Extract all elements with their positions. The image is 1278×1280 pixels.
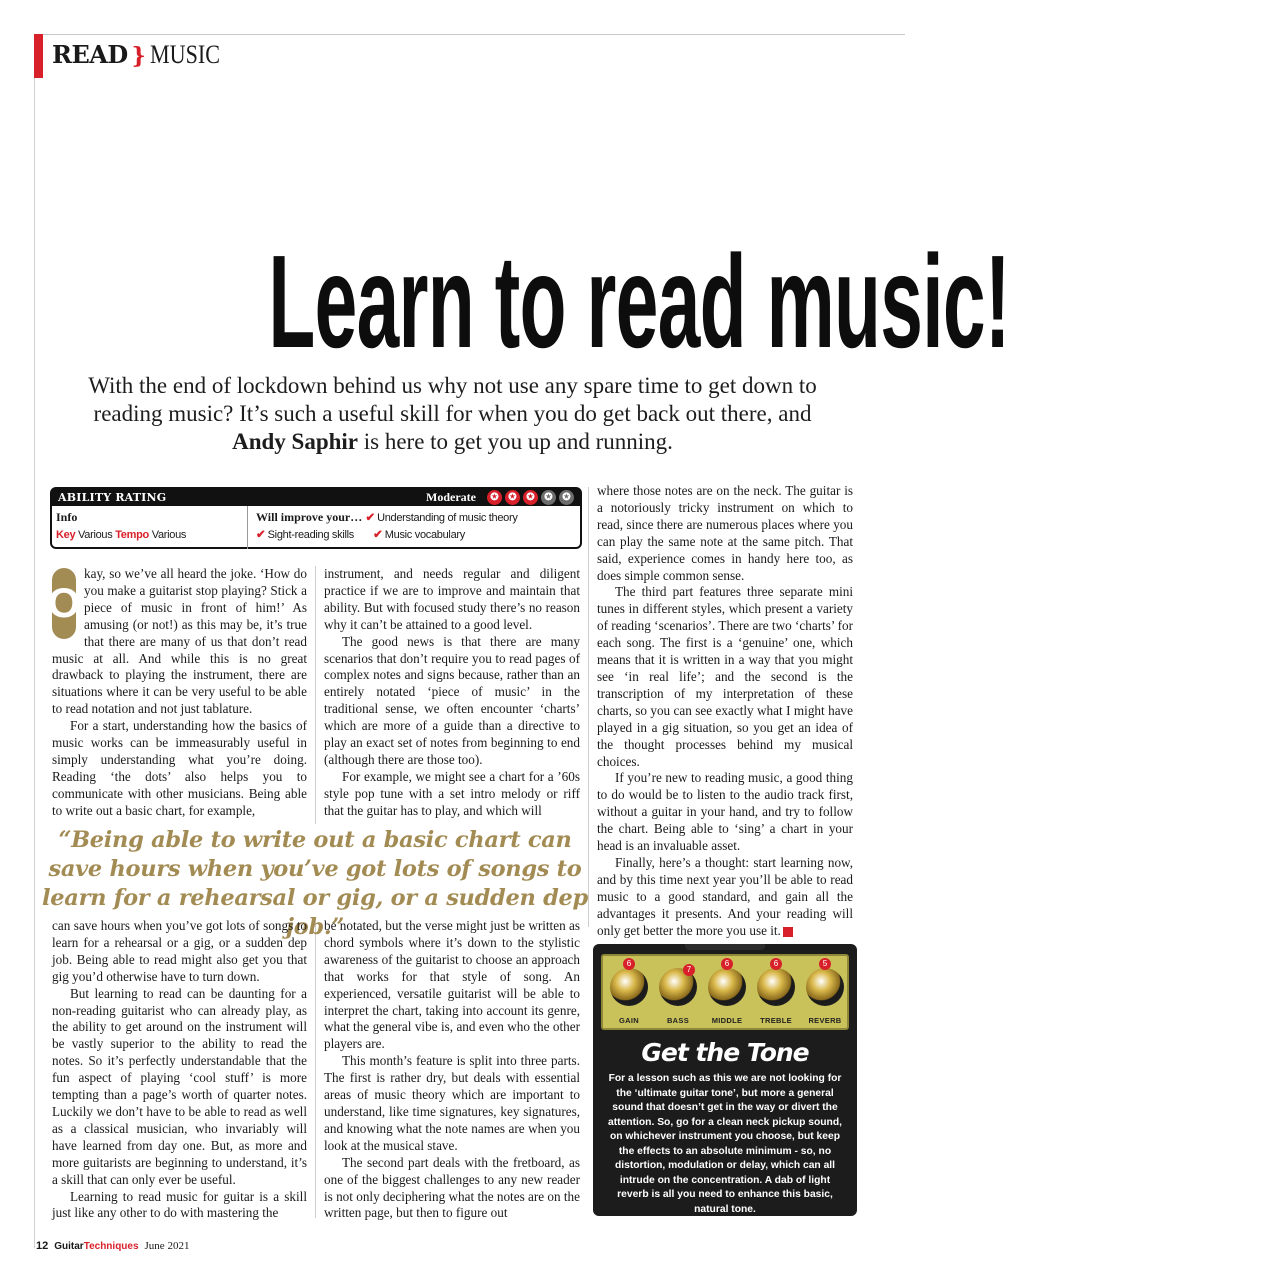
ability-level: Moderate: [426, 490, 476, 504]
paragraph: If you’re new to reading music, a good thing to do would be to listen to the audio track first, without a guitar in your hand, and try to follow the chart. Being able to ‘sing’ a chart in your head is an invaluable asset.: [597, 770, 853, 854]
section-color-bar: [34, 34, 43, 78]
rating-star-icon: ✪: [487, 490, 502, 505]
tempo-label: Tempo: [115, 529, 149, 541]
section-separator: }: [131, 43, 146, 69]
knob-label: GAIN: [619, 1016, 639, 1025]
pull-quote: “Being able to write out a basic chart can save hours when you’ve got lots of songs to learn for a rehearsal or gig, or a sudden dep job.”: [42, 827, 588, 940]
treble-knob-icon: [757, 959, 795, 1006]
key-label: Key: [56, 529, 76, 541]
paragraph: This month’s feature is split into three parts. The first is rather dry, but deals with essential areas of music theory which are important to understand, like time signatures, key signatures, and knowing what the note names are when you look at the musical stave.: [324, 1053, 580, 1153]
paragraph: For example, we might see a chart for a ’60s style pop tune with a set intro melody or riff that the guitar has to play, and which will: [324, 768, 580, 818]
standfirst: [80, 372, 825, 456]
body-column-2b: [324, 918, 580, 1222]
paragraph-text: Finally, here’s a thought: start learning now, and by this time next year you’ll be able to read music to a good standard, and gain all the advantages it presents. And your reading will only get better the more you use it.: [597, 854, 853, 938]
tone-title: Get the Tone: [641, 1038, 809, 1067]
paragraph: instrument, and needs regular and diligent practice if we are to improve and maintain that ability. But with focused study there’s no reason why it can’t be attained to a good level.: [324, 566, 580, 632]
headline-text: Learn to read music!: [268, 228, 1010, 375]
knob-value: 6: [721, 958, 733, 970]
rating-star-icon: ✪: [505, 490, 520, 505]
ability-improve-col: [248, 506, 580, 549]
paragraph: where those notes are on the neck. The guitar is a notoriously tricky instrument on which to read, since there are numerous places where you can play the same note at the same pitch. That said, experience comes in handy here too, as does simple common sense.: [597, 483, 853, 583]
knob-label: TREBLE: [760, 1016, 792, 1025]
key-value: Various: [78, 529, 113, 541]
knob-value: 6: [770, 958, 782, 970]
get-the-tone-box: [593, 944, 857, 1216]
check-icon: ✔: [373, 529, 383, 541]
issue-date: June 2021: [144, 1240, 190, 1252]
paragraph: can save hours when you’ve got lots of songs to learn for a rehearsal or a gig, or a sudden dep job. Being able to read might also get you that gig you’d otherwise have to turn down.: [52, 918, 307, 984]
check-icon: ✔: [256, 529, 266, 541]
column-rule: [588, 487, 589, 927]
tone-body: For a lesson such as this we are not looking for the ‘ultimate guitar tone’, but more a general sound that doesn’t get in the way or divert the attention. So, go for a clean neck pickup sound, on whichever instrument you choose, but keep the effects to an absolute minimum - so, no distortion, modulation or delay, which can all intrude on the concentration. A dab of light reverb is all you need to enhance this basic, natural tone.: [608, 1073, 842, 1215]
body-column-3: [597, 483, 853, 939]
rating-star-empty-icon: ✪: [541, 490, 556, 505]
paragraph: But learning to read can be daunting for a non-reading guitarist who can already play, as the ability to get around on the instrument will be vastly superior to the ability to read the notes. So it’s perfectly understandable that the fun aspect of playing ‘cool stuff’ is more tempting than a page’s worth of quarter notes. Luckily we don’t have to be able to read as well as a classical musician, who invariably will have learned from day one. But, as more and more guitarists are beginning to understand, it’s a skill that can only ever be useful.: [52, 985, 307, 1187]
knob-label: MIDDLE: [711, 1016, 743, 1025]
body-column-2: [324, 566, 580, 820]
improve-item: Music vocabulary: [384, 529, 465, 541]
magazine-name-part1: Guitar: [54, 1241, 84, 1252]
middle-knob-icon: [708, 959, 746, 1006]
section-header: [52, 40, 232, 71]
paragraph: kay, so we’ve all heard the joke. ‘How do you make a guitarist stop playing? Stick a piece of music in front of him!’ As amusing (or not!) as this may be, it’s true that there are many of us that don’t read music at all. And while this is no great drawback to playing the instrument, there are situations where it can be very useful to be able to read notation and not just tablature.: [52, 566, 307, 717]
reverb-knob-icon: [806, 959, 844, 1006]
magazine-name-part2: Techniques: [83, 1241, 139, 1252]
author-name: Andy Saphir: [232, 429, 358, 454]
subsection-label: MUSIC: [149, 40, 220, 69]
knob-value: 6: [623, 958, 635, 970]
ability-info-col: [52, 506, 248, 549]
ability-rating-box: [50, 487, 582, 549]
rating-star-icon: ✪: [523, 490, 538, 505]
paragraph: For a start, understanding how the basics of music works can be immeasurably useful in simply understanding what you’re doing. Reading ‘the dots’ also helps you to communicate with other musicians. Being able to write out a basic chart, for example,: [52, 718, 307, 818]
page-footer: [36, 1240, 189, 1252]
improve-label: Will improve your…: [256, 510, 363, 524]
knob-label: REVERB: [808, 1016, 842, 1025]
knob-value: 5: [819, 958, 831, 970]
paragraph: Learning to read music for guitar is a skill just like any other to do with mastering the: [52, 1188, 307, 1221]
paragraph: The third part features three separate mini tunes in different styles, which present a variety of reading ‘scenarios’. There are two ‘charts’ for each song. The first is a ‘genuine’ one, which means that it is written in a way that you might see ‘in real life’; and the second is the transcription of my interpretation of these charts, so you can see exactly what I might have played in a gig situation, so you get an idea of the thought processes behind my musical choices.: [597, 584, 853, 769]
body-column-1: [47, 566, 307, 820]
ability-body: [52, 506, 580, 549]
bass-knob-icon: [659, 965, 697, 1006]
drop-cap: O: [52, 568, 76, 639]
column-rule: [315, 566, 316, 824]
knob-label: BASS: [666, 1016, 690, 1025]
amp-handle: [685, 944, 765, 950]
amp-control-panel: [601, 954, 849, 1030]
check-icon: ✔: [365, 512, 376, 524]
body-column-1b: [52, 918, 307, 1222]
paragraph: be notated, but the verse might just be written as chord symbols where it’s down to the stylistic awareness of the guitarist to choose an approach that works for that style of song. An experienced, versatile guitarist will be able to interpret the chart, taking into account its genre, what the general vibe is, and even who the other players are.: [324, 918, 580, 1052]
ability-level-group: [426, 490, 574, 505]
page-number: 12: [36, 1240, 49, 1252]
improve-item: Sight-reading skills: [267, 529, 354, 541]
section-label: READ: [52, 40, 128, 69]
standfirst-before: With the end of lockdown behind us why not use any spare time to get down to reading music? It’s such a useful skill for when you do get back out there, and: [88, 373, 817, 426]
gain-knob-icon: [610, 959, 648, 1006]
tempo-value: Various: [151, 529, 187, 541]
ability-header: [52, 489, 580, 506]
ability-title: ABILITY RATING: [58, 491, 167, 504]
rating-star-empty-icon: ✪: [559, 490, 574, 505]
standfirst-after: is here to get you up and running.: [358, 429, 673, 454]
end-mark-icon: [783, 927, 793, 937]
column-rule: [315, 918, 316, 1218]
headline: [0, 228, 1010, 375]
paragraph: [597, 855, 853, 940]
paragraph: The good news is that there are many scenarios that don’t require you to read pages of complex notes and signs because, rather than an entirely notated ‘piece of music’ in the traditional sense, we often encounter ‘charts’ which are more of a guide than a directive to play an exact set of notes from beginning to end (although there are those too).: [324, 633, 580, 767]
paragraph: The second part deals with the fretboard, as one of the biggest challenges to any new reader is not only deciphering what the notes are on the written page, but then to figure out: [324, 1154, 580, 1221]
info-label: Info: [56, 510, 78, 524]
knob-value: 7: [683, 964, 695, 976]
top-rule: [34, 34, 905, 35]
improve-item: Understanding of music theory: [377, 512, 518, 524]
